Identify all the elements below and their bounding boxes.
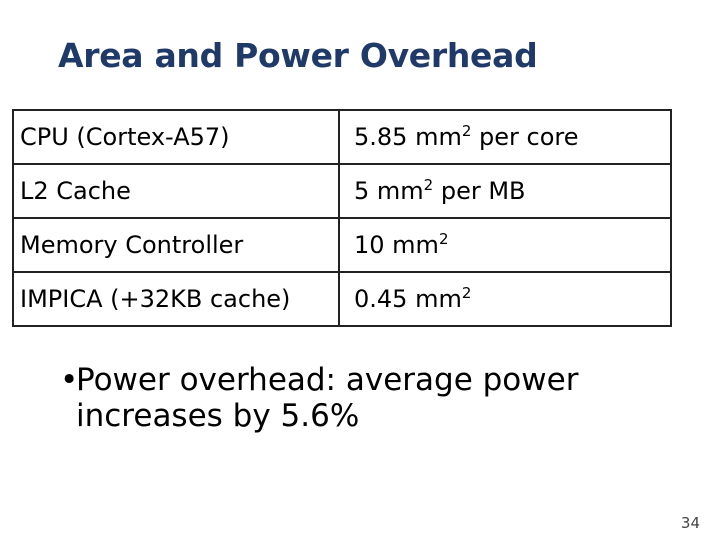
value-exponent: 2 — [423, 176, 434, 194]
value-cell — [339, 164, 671, 218]
table-row — [13, 218, 671, 272]
value-exponent: 2 — [461, 284, 472, 302]
value-suffix: per core — [471, 123, 579, 151]
value-exponent: 2 — [461, 122, 472, 140]
page-number: 34 — [680, 514, 700, 532]
value-number: 0.45 mm — [354, 285, 462, 313]
table-row — [13, 272, 671, 326]
table-row — [13, 110, 671, 164]
value-cell — [339, 110, 671, 164]
slide-title: Area and Power Overhead — [58, 36, 538, 75]
value-number: 5 mm — [354, 177, 424, 205]
component-cell: CPU (Cortex-A57) — [13, 110, 339, 164]
overhead-table — [12, 109, 672, 327]
component-cell: Memory Controller — [13, 218, 339, 272]
value-number: 5.85 mm — [354, 123, 462, 151]
value-suffix: per MB — [433, 177, 526, 205]
component-cell: IMPICA (+32KB cache) — [13, 272, 339, 326]
value-number: 10 mm — [354, 231, 439, 259]
component-cell: L2 Cache — [13, 164, 339, 218]
table-row — [13, 164, 671, 218]
value-cell — [339, 218, 671, 272]
value-exponent: 2 — [438, 230, 449, 248]
bullet-marker: • — [60, 362, 79, 398]
bullet-item — [60, 362, 680, 434]
bullet-text: Power overhead: average power increases by 5.6% — [76, 362, 579, 434]
value-cell — [339, 272, 671, 326]
